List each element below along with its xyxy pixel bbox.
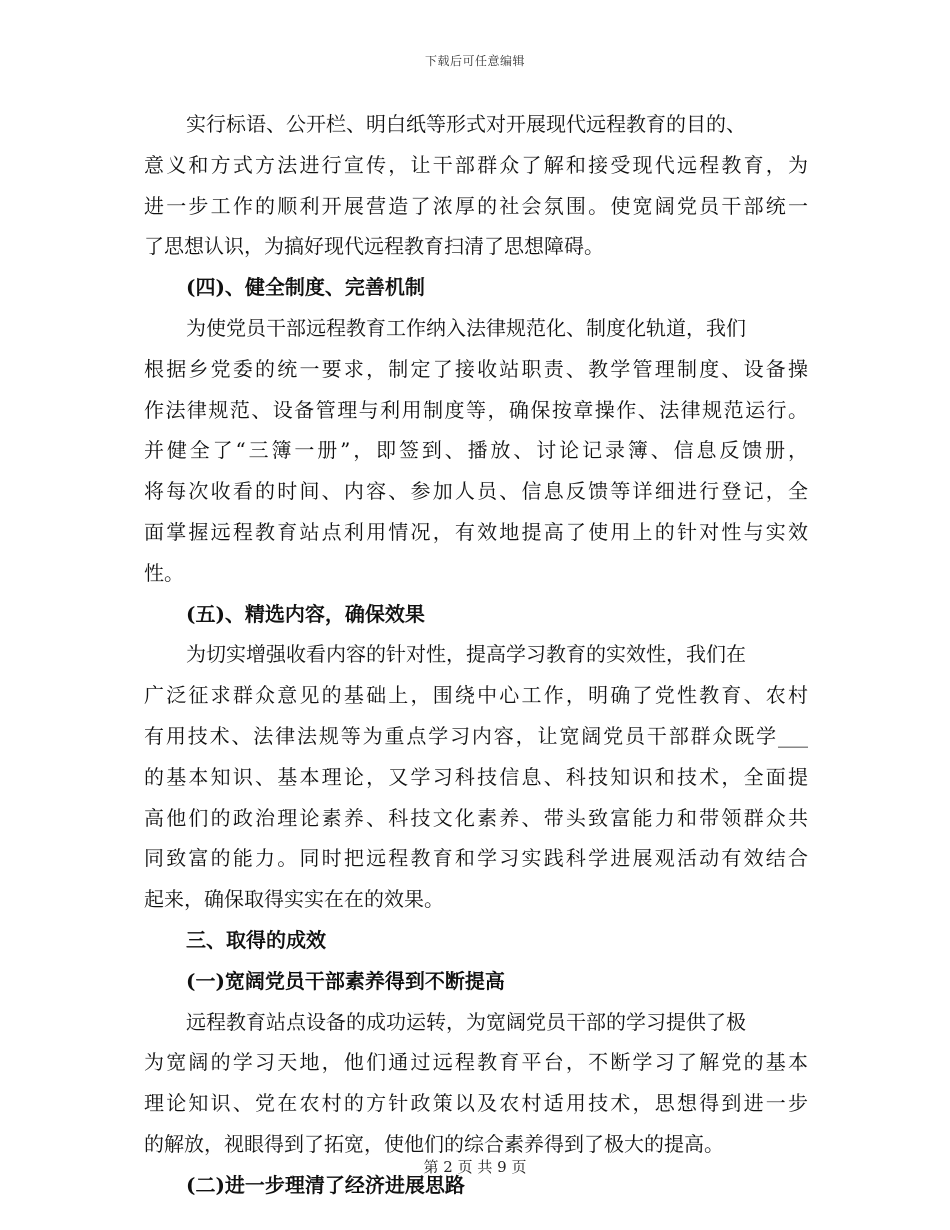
paragraph-line: 广泛征求群众意见的基础上，围绕中心工作，明确了党性教育、农村 — [144, 683, 808, 708]
paragraph-line: 同致富的能力。同时把远程教育和学习实践科学进展观活动有效结合 — [144, 846, 808, 871]
paragraph-line: 有用技术、法律法规等为重点学习内容，让宽阔党员干部群众既学___ — [144, 723, 808, 748]
paragraph-line: 并健全了“三簿一册”，即签到、播放、讨论记录簿、信息反馈册， — [144, 438, 808, 463]
paragraph-line: 根据乡党委的统一要求，制定了接收站职责、教学管理制度、设备操 — [144, 356, 808, 381]
paragraph-line: 将每次收看的时间、内容、参加人员、信息反馈等详细进行登记，全 — [144, 479, 808, 504]
paragraph-line: 为使党员干部远程教育工作纳入法律规范化、制度化轨道，我们 — [186, 315, 746, 340]
section-heading-4: (四)、健全制度、完善机制 — [186, 275, 425, 300]
paragraph-line: 作法律规范、设备管理与利用制度等，确保按章操作、法律规范运行。 — [144, 397, 808, 422]
paragraph-line: 为宽阔的学习天地，他们通过远程教育平台，不断学习了解党的基本 — [144, 1050, 808, 1075]
paragraph-line: 了思想认识，为搞好现代远程教育扫清了思想障碍。 — [144, 234, 604, 259]
document-body — [144, 104, 808, 1206]
page-number: 第 2 页 共 9 页 — [423, 1158, 527, 1176]
paragraph-line: 实行标语、公开栏、明白纸等形式对开展现代远程教育的目的、 — [186, 112, 746, 136]
subsection-heading-1: (一)宽阔党员干部素养得到不断提高 — [186, 968, 505, 993]
paragraph-line: 性。 — [144, 560, 184, 585]
paragraph-line: 起来，确保取得实实在在的效果。 — [144, 887, 444, 912]
paragraph-line: 的解放，视眼得到了拓宽，使他们的综合素养得到了极大的提高。 — [144, 1131, 724, 1156]
paragraph-line: 为切实增强收看内容的针对性，提高学习教育的实效性，我们在 — [186, 642, 746, 667]
paragraph-line: 意义和方式方法进行宣传，让干部群众了解和接受现代远程教育，为 — [144, 152, 808, 177]
section-heading-3: 三、取得的成效 — [186, 927, 326, 952]
paragraph-line: 理论知识、党在农村的方针政策以及农村适用技术，思想得到进一步 — [144, 1091, 808, 1116]
paragraph-line: 的基本知识、基本理论，又学习科技信息、科技知识和技术，全面提 — [144, 764, 808, 789]
section-heading-5: (五)、精选内容，确保效果 — [186, 601, 425, 626]
paragraph-line: 高他们的政治理论素养、科技文化素养、带头致富能力和带领群众共 — [144, 805, 808, 830]
header-note: 下载后可任意编辑 — [424, 54, 525, 68]
paragraph-line: 面掌握远程教育站点利用情况，有效地提高了使用上的针对性与实效 — [144, 519, 808, 544]
paragraph-line: 进一步工作的顺利开展营造了浓厚的社会氛围。使宽阔党员干部统一 — [144, 193, 808, 218]
subsection-heading-2: (二)进一步理清了经济进展思路 — [186, 1172, 465, 1197]
paragraph-line: 远程教育站点设备的成功运转，为宽阔党员干部的学习提供了极 — [186, 1009, 746, 1034]
